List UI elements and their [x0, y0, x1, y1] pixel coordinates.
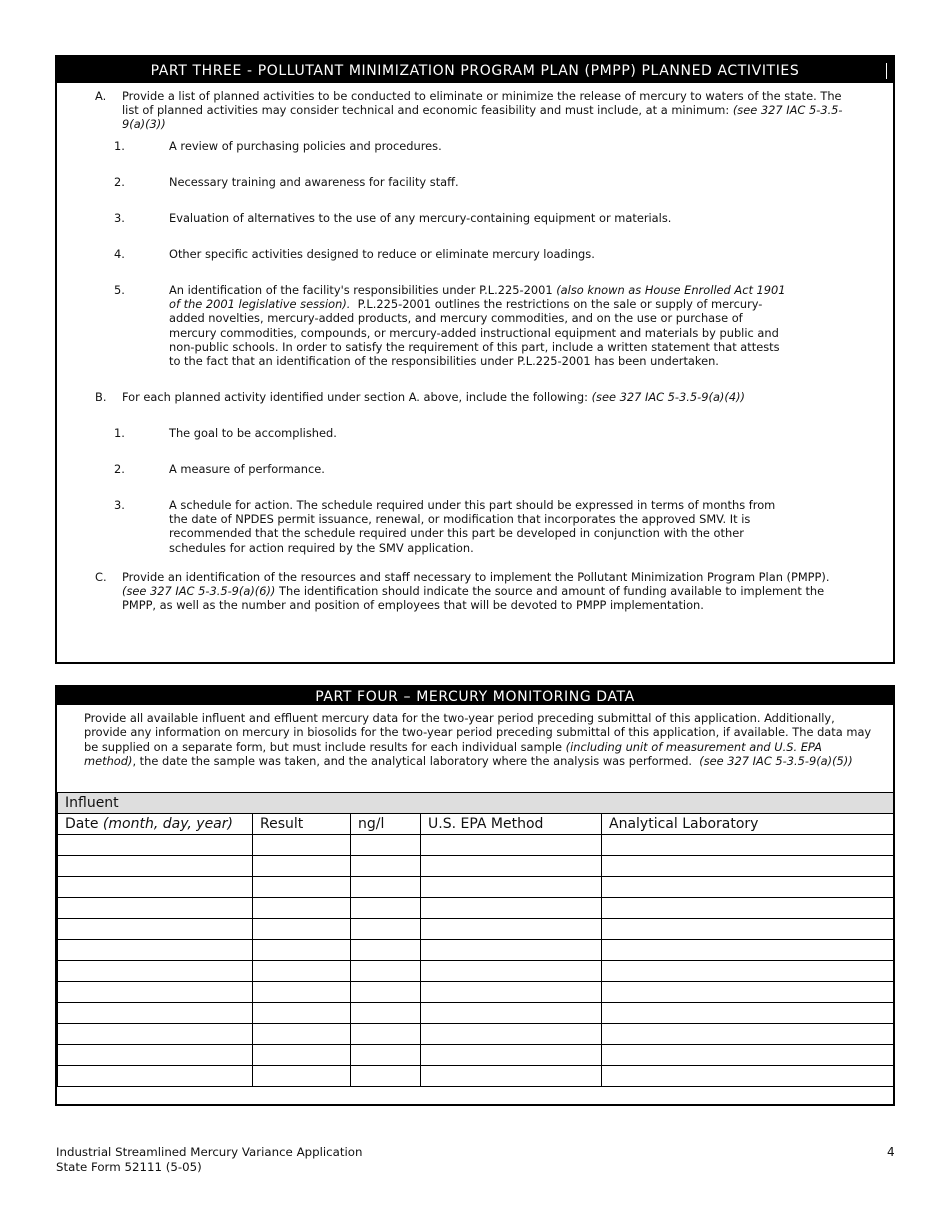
table-row	[58, 877, 894, 898]
entry-cell-unit[interactable]	[351, 835, 421, 856]
item-b3-number: 3.	[114, 498, 125, 512]
item-a5-number: 5.	[114, 283, 125, 297]
entry-cell-lab[interactable]	[602, 1045, 894, 1066]
item-b2-number: 2.	[114, 462, 125, 476]
item-b3-text: A schedule for action. The schedule required under this part should be expressed in terms of months from the date of NPDES permit issuance, renewal, or modification that incorporates the approved SMV. It is recommended that the schedule required under this part be developed in conjunction with the other schedules for action required by the SMV application.	[169, 498, 776, 555]
col-header-unit: ng/l	[351, 814, 421, 835]
entry-cell-date[interactable]	[58, 1066, 253, 1087]
entry-cell-result[interactable]	[253, 1024, 351, 1045]
entry-cell-result[interactable]	[253, 1066, 351, 1087]
footer-form-number: State Form 52111 (5-05)	[56, 1159, 202, 1174]
entry-cell-unit[interactable]	[351, 898, 421, 919]
entry-cell-date[interactable]	[58, 1045, 253, 1066]
entry-cell-lab[interactable]	[602, 877, 894, 898]
influent-label: Influent	[58, 793, 894, 814]
table-row	[58, 1024, 894, 1045]
item-b-text: For each planned activity identified under section A. above, include the following: (see 327 IAC 5-3.5-9(a)(4))	[122, 390, 745, 404]
page-number: 4	[887, 1145, 895, 1159]
entry-cell-unit[interactable]	[351, 877, 421, 898]
entry-cell-lab[interactable]	[602, 1066, 894, 1087]
footer-form-title: Industrial Streamlined Mercury Variance Application	[56, 1145, 363, 1159]
part-three-header	[57, 57, 893, 83]
item-a4-number: 4.	[114, 247, 125, 261]
part-four-title: PART FOUR – MERCURY MONITORING DATA	[315, 689, 635, 705]
table-row	[58, 1066, 894, 1087]
entry-cell-result[interactable]	[253, 1003, 351, 1024]
table-row	[58, 919, 894, 940]
entry-cell-lab[interactable]	[602, 1003, 894, 1024]
item-a4-text: Other specific activities designed to reduce or eliminate mercury loadings.	[169, 247, 595, 261]
part-four-header	[57, 687, 893, 705]
entry-cell-unit[interactable]	[351, 1066, 421, 1087]
item-a-citation: (see 327 IAC 5-3.5-9(a)(3))	[122, 103, 843, 132]
entry-cell-date[interactable]	[58, 919, 253, 940]
entry-cell-method[interactable]	[421, 961, 602, 982]
entry-cell-date[interactable]	[58, 877, 253, 898]
item-a3-text: Evaluation of alternatives to the use of any mercury-containing equipment or materials.	[169, 211, 672, 225]
entry-cell-result[interactable]	[253, 961, 351, 982]
item-b-letter: B.	[95, 390, 107, 404]
item-a5-italic: (also known as House Enrolled Act 1901 of the 2001 legislative session).	[169, 283, 786, 312]
entry-cell-result[interactable]	[253, 982, 351, 1003]
entry-cell-result[interactable]	[253, 940, 351, 961]
entry-cell-lab[interactable]	[602, 982, 894, 1003]
part-four-section	[55, 685, 895, 1106]
item-b1-number: 1.	[114, 426, 125, 440]
entry-cell-date[interactable]	[58, 835, 253, 856]
entry-cell-method[interactable]	[421, 982, 602, 1003]
item-a1-number: 1.	[114, 139, 125, 153]
table-row	[58, 1045, 894, 1066]
entry-cell-method[interactable]	[421, 1045, 602, 1066]
entry-cell-date[interactable]	[58, 982, 253, 1003]
table-row	[58, 835, 894, 856]
entry-cell-result[interactable]	[253, 898, 351, 919]
item-a2-number: 2.	[114, 175, 125, 189]
item-b1-text: The goal to be accomplished.	[169, 426, 337, 440]
entry-cell-method[interactable]	[421, 919, 602, 940]
entry-cell-unit[interactable]	[351, 1024, 421, 1045]
part-four-citation: (see 327 IAC 5-3.5-9(a)(5))	[699, 754, 853, 769]
part-three-title: PART THREE - POLLUTANT MINIMIZATION PROGRAM PLAN (PMPP) PLANNED ACTIVITIES	[150, 63, 800, 79]
entry-cell-date[interactable]	[58, 1024, 253, 1045]
item-a3-number: 3.	[114, 211, 125, 225]
entry-cell-lab[interactable]	[602, 898, 894, 919]
influent-table	[57, 792, 894, 1087]
entry-cell-date[interactable]	[58, 961, 253, 982]
item-c-letter: C.	[95, 570, 107, 584]
item-c-text: Provide an identification of the resources and staff necessary to implement the Pollutant Minimization Program Plan (PMPP). (see 327 IAC 5-3.5-9(a)(6)) The identification should indicate the source and amount of funding available to implement the PMPP, as well as the number and position of employees that will be devoted to PMPP implementation.	[122, 570, 830, 613]
table-row	[58, 961, 894, 982]
entry-cell-method[interactable]	[421, 877, 602, 898]
influent-label-row	[58, 793, 894, 814]
entry-cell-date[interactable]	[58, 898, 253, 919]
entry-cell-method[interactable]	[421, 835, 602, 856]
footer	[56, 1145, 362, 1174]
part-three-section	[55, 55, 895, 664]
table-row	[58, 982, 894, 1003]
entry-cell-lab[interactable]	[602, 1024, 894, 1045]
entry-cell-lab[interactable]	[602, 856, 894, 877]
item-a1-text: A review of purchasing policies and procedures.	[169, 139, 442, 153]
col-header-lab: Analytical Laboratory	[602, 814, 894, 835]
entry-cell-unit[interactable]	[351, 1045, 421, 1066]
entry-cell-unit[interactable]	[351, 940, 421, 961]
item-c-citation: (see 327 IAC 5-3.5-9(a)(6))	[122, 584, 276, 599]
entry-cell-result[interactable]	[253, 919, 351, 940]
entry-cell-unit[interactable]	[351, 982, 421, 1003]
entry-cell-method[interactable]	[421, 1003, 602, 1024]
entry-cell-date[interactable]	[58, 940, 253, 961]
entry-cell-unit[interactable]	[351, 919, 421, 940]
item-a-text: Provide a list of planned activities to be conducted to eliminate or minimize the release of mercury to waters of the state. The list of planned activities may consider technical and economic feasibility and must include, at a minimum: (see 327 IAC 5-3.5-9(a)(3))	[122, 89, 843, 132]
col-header-method: U.S. EPA Method	[421, 814, 602, 835]
entry-cell-unit[interactable]	[351, 961, 421, 982]
entry-cell-method[interactable]	[421, 856, 602, 877]
entry-cell-method[interactable]	[421, 898, 602, 919]
table-row	[58, 898, 894, 919]
col-header-result: Result	[253, 814, 351, 835]
entry-cell-method[interactable]	[421, 940, 602, 961]
entry-cell-date[interactable]	[58, 1003, 253, 1024]
entry-cell-method[interactable]	[421, 1024, 602, 1045]
header-divider	[886, 63, 887, 79]
item-b2-text: A measure of performance.	[169, 462, 325, 476]
entry-cell-date[interactable]	[58, 856, 253, 877]
item-b-citation: (see 327 IAC 5-3.5-9(a)(4))	[591, 390, 745, 404]
table-row	[58, 856, 894, 877]
entry-cell-method[interactable]	[421, 1066, 602, 1087]
entry-cell-lab[interactable]	[602, 940, 894, 961]
table-row	[58, 1003, 894, 1024]
influent-rows	[58, 835, 894, 1087]
entry-cell-lab[interactable]	[602, 919, 894, 940]
entry-cell-unit[interactable]	[351, 1003, 421, 1024]
table-row	[58, 940, 894, 961]
entry-cell-result[interactable]	[253, 856, 351, 877]
part-four-instructions: Provide all available influent and effluent mercury data for the two-year period preceding submittal of this application. Additionally, provide any information on mercury in biosolids for the two-year period preceding submittal of this application, if available. The data may be supplied on a separate form, but must include results for each individual sample (including unit of measurement and U.S. EPA method), the date the sample was taken, and the analytical laboratory where the analysis was performed. (see 327 IAC 5-3.5-9(a)(5))	[84, 711, 872, 769]
entry-cell-result[interactable]	[253, 877, 351, 898]
item-a-letter: A.	[95, 89, 107, 103]
entry-cell-unit[interactable]	[351, 856, 421, 877]
table-header-row	[58, 814, 894, 835]
entry-cell-lab[interactable]	[602, 961, 894, 982]
col-header-date: Date (month, day, year)	[58, 814, 253, 835]
item-a5-text: An identification of the facility's responsibilities under P.L.225-2001 (also known as House Enrolled Act 1901 of the 2001 legislative session). P.L.225-2001 outlines the restrictions on the sale or supply of mercury-added novelties, mercury-added products, and mercury commodities, and on the use or purchase of mercury commodities, compounds, or mercury-added instructional equipment and materials by public and non-public schools. In order to satisfy the requirement of this part, include a written statement that attests to the fact that an identification of the responsibilities under P.L.225-2001 has been undertaken.	[169, 283, 786, 369]
entry-cell-lab[interactable]	[602, 835, 894, 856]
item-a2-text: Necessary training and awareness for facility staff.	[169, 175, 459, 189]
entry-cell-result[interactable]	[253, 1045, 351, 1066]
entry-cell-result[interactable]	[253, 835, 351, 856]
